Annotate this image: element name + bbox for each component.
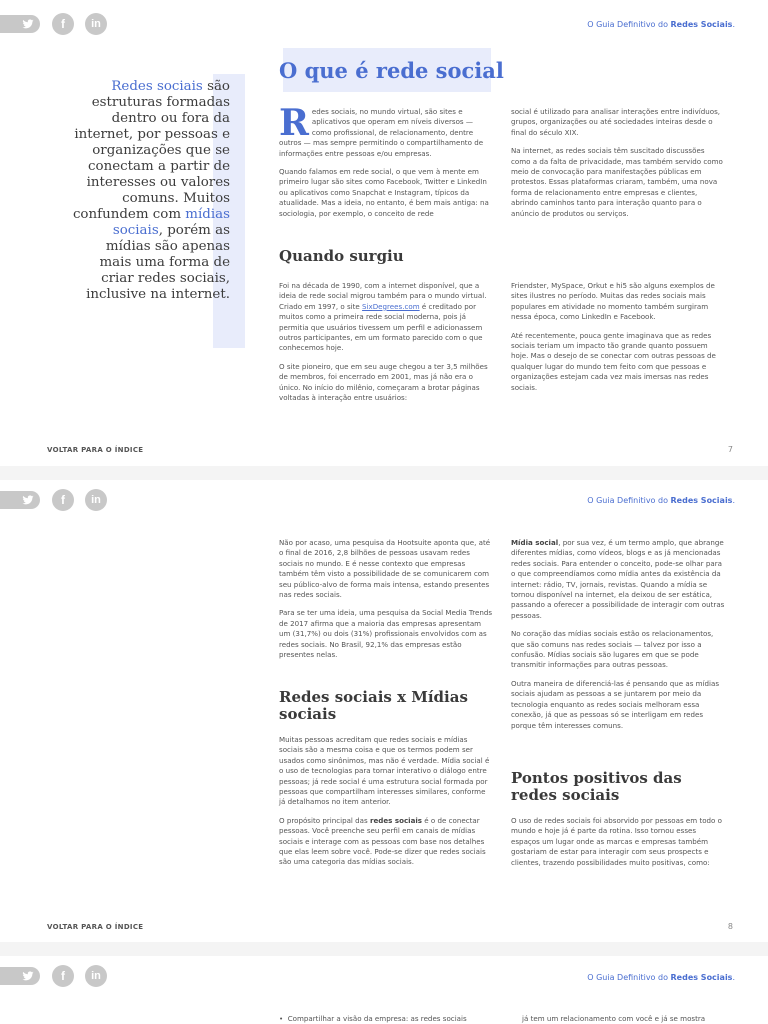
facebook-icon[interactable]: f <box>52 13 74 35</box>
paragraph <box>511 538 725 621</box>
column-right-top <box>511 107 725 227</box>
page-number: 7 <box>727 445 733 454</box>
sixdegrees-link[interactable]: SixDegrees.com <box>362 301 420 311</box>
column-right-top <box>511 538 725 739</box>
back-to-index-link[interactable]: VOLTAR PARA O ÍNDICE <box>47 446 144 454</box>
column-left-top <box>279 538 493 668</box>
bold-term: redes sociais <box>369 815 423 825</box>
page-divider <box>0 466 768 480</box>
paragraph-text: edes sociais, no mundo virtual, são sites e aplicativos que operam em níveis diversos — como profissional, de relacionamento, dentre outros — mas sempre permitindo o compartilhamento de informações entre pessoas e/ou empresas. <box>279 107 484 158</box>
paragraph: social é utilizado para analisar interações entre indivíduos, grupos, organizações ou até sociedades inteiras desde o final do século XIX. <box>511 107 721 137</box>
paragraph-text: , por sua vez, é um termo amplo, que abrange diferentes mídias, como vídeos, blogs e as já mencionadas redes sociais. Para entender o conceito, pode-se olhar para o que compreendíamos como mídia antes da existência da internet: rádio, TV, jornais, revistas. Quando a mídia se tornou disponível na internet, ela deixou de ser estática, passando a oferecer a possibilidade de interagir com outras pessoas. <box>511 538 725 620</box>
facebook-icon[interactable]: f <box>52 489 74 511</box>
paragraph-text: é o de conectar pessoas. Você preenche seu perfil em canais de mídias sociais e interage com as pessoas com base nos detalhes que elas leem sobre você. Pode-se dizer que redes sociais são uma categoria das mídias sociais. <box>279 815 486 867</box>
column-left-top <box>279 102 493 227</box>
share-bar[interactable] <box>0 491 40 509</box>
quote-highlight: Redes sociais <box>111 79 203 94</box>
paragraph <box>279 816 493 868</box>
guide-dot: . <box>732 973 735 982</box>
guide-title <box>587 973 735 982</box>
paragraph: O site pioneiro, que em seu auge chegou a ter 3,5 milhões de membros, foi encerrado em 2001, mas já não era o único. No início do milênio, começaram a brotar páginas voltadas à interação entre usuários: <box>279 361 488 403</box>
column-right-bottom <box>511 816 725 876</box>
share-bar[interactable] <box>0 967 40 985</box>
guide-prefix: O Guia Definitivo do <box>587 973 671 982</box>
guide-brand: Redes Sociais <box>670 20 733 29</box>
page-title: O que é rede social <box>279 58 504 83</box>
twitter-icon[interactable] <box>22 18 34 30</box>
page-number: 8 <box>727 922 733 931</box>
twitter-icon[interactable] <box>22 970 34 982</box>
back-to-index-link[interactable]: VOLTAR PARA O ÍNDICE <box>47 923 144 931</box>
share-bar[interactable] <box>0 15 40 33</box>
paragraph: Muitas pessoas acreditam que redes sociais e mídias sociais são a mesma coisa e que os termos podem ser usados como sinônimos, mas não é verdade. Mídia social é o uso de tecnologias para tornar interativo o diálogo entre pessoas; já rede social é uma estrutura social formada por pessoas que compartilham interesses similares, conforme já detalhamos no item anterior. <box>279 735 490 807</box>
guide-title <box>587 20 735 29</box>
paragraph: Na internet, as redes sociais têm suscitado discussões como a da falta de privacidade, mas também servido como meio de convocação para manifestações públicas em protestos. Essas plataformas criaram, também, uma nova forma de relacionamento entre empresas e clientes, abrindo caminhos tanto para interação quanto para o anúncio de produtos ou serviços. <box>511 146 723 218</box>
guide-dot: . <box>732 20 735 29</box>
guide-title <box>587 496 735 505</box>
guide-prefix: O Guia Definitivo do <box>587 20 671 29</box>
column-left-bottom <box>279 735 493 876</box>
paragraph: Para se ter uma ideia, uma pesquisa da Social Media Trends de 2017 afirma que a maioria das empresas apresentam um (31,7%) ou dois (31%) profissionais envolvidos com as redes sociais. No Brasil, 92,1% das empresas estão presentes nelas. <box>279 608 493 660</box>
page-divider <box>0 942 768 956</box>
guide-dot: . <box>732 496 735 505</box>
paragraph: Não por acaso, uma pesquisa da Hootsuite aponta que, até o final de 2016, 2,8 bilhões de pessoas usavam redes sociais no mundo. E é nesse contexto que empresas também têm visto a possibilidade de se comunicarem com seu público-alvo de forma mais intensa, estando presentes nas redes sociais. <box>279 538 491 600</box>
paragraph: O uso de redes sociais foi absorvido por pessoas em todo o mundo e hoje já é parte da rotina. Isso tornou esses espaços um lugar onde as marcas e empresas também gostariam de estar para interagir com seus prospects e clientes, trazendo possibilidades muito positivas, como: <box>511 816 722 867</box>
paragraph: No coração das mídias sociais estão os relacionamentos, que são comuns nas redes sociais — talvez por isso a confusão. Mídias sociais são lugares em que se pode transmitir informações para outras pessoas. <box>511 629 714 670</box>
paragraph: Friendster, MySpace, Orkut e hi5 são alguns exemplos de sites ilustres no período. Muitas das redes sociais mais populares em atividade no momento também surgiram nessa época, como LinkedIn e Facebook. <box>511 281 715 322</box>
section-heading: Redes sociais x Mídias sociais <box>279 688 468 723</box>
paragraph-text: é creditado por muitos como a primeira rede social moderna, pois já permitia que usuários tivessem um perfil e adicionassem outros participantes, em um formato parecido com o que conhecemos hoje. <box>279 301 483 353</box>
paragraph <box>279 102 493 159</box>
linkedin-icon[interactable]: in <box>85 965 107 987</box>
column-left-mid <box>279 281 493 411</box>
quote-highlight-2: mídias sociais <box>112 207 230 238</box>
paragraph: Quando falamos em rede social, o que vem à mente em primeiro lugar são sites como Facebook, Twitter e LinkedIn ou aplicativos como Snapchat e Instagram, típicos da atualidade. Mas a ideia, no entanto, é bem mais antiga: na sociologia, por exemplo, o conceito de rede <box>279 167 489 218</box>
paragraph <box>279 281 493 354</box>
guide-brand: Redes Sociais <box>670 973 733 982</box>
drop-cap: R <box>279 102 309 144</box>
facebook-icon[interactable]: f <box>52 965 74 987</box>
paragraph: Outra maneira de diferenciá-las é pensando que as mídias sociais ajudam as pessoas a se juntarem por meio da tecnologia enquanto as redes sociais melhoram essa conexão, já que as pessoas só se interligam em redes porque têm interesses comuns. <box>511 678 720 730</box>
paragraph: Até recentemente, pouca gente imaginava que as redes sociais teriam um impacto tão grande quanto possuem hoje. Mas o desejo de se conectar com outras pessoas de qualquer lugar do mundo tem feito com que pessoas e organizações estejam cada vez mais imersas nas redes sociais. <box>511 330 716 392</box>
section-heading: Pontos positivos das redes sociais <box>511 769 682 804</box>
list-item-text: Compartilhar a visão da empresa: as redes sociais <box>287 1014 467 1023</box>
twitter-icon[interactable] <box>22 494 34 506</box>
sidebar-quote <box>70 79 230 303</box>
guide-brand: Redes Sociais <box>670 496 733 505</box>
list-item: • Compartilhar a visão da empresa: as redes sociais <box>279 1014 467 1023</box>
paragraph-text: O propósito principal das <box>279 815 370 825</box>
quote-text: são estruturas formadas dentro ou fora da internet, por pessoas e organizações que se conectam a partir de interesses ou valores comuns. Muitos confundem com <box>72 79 230 222</box>
bold-term: Mídia social <box>511 538 559 547</box>
paragraph: já tem um relacionamento com você e já se mostra <box>522 1014 706 1023</box>
linkedin-icon[interactable]: in <box>85 489 107 511</box>
guide-prefix: O Guia Definitivo do <box>587 496 671 505</box>
column-right-mid <box>511 281 725 401</box>
section-heading: Quando surgiu <box>279 247 404 265</box>
quote-text-2: , porém as mídias são apenas mais uma forma de criar redes sociais, inclusive na internet. <box>86 223 230 302</box>
paragraph-text: Foi na década de 1990, com a internet disponível, que a ideia de rede social migrou também para o mundo virtual. Criado em 1997, o site <box>279 281 487 311</box>
linkedin-icon[interactable]: in <box>85 13 107 35</box>
